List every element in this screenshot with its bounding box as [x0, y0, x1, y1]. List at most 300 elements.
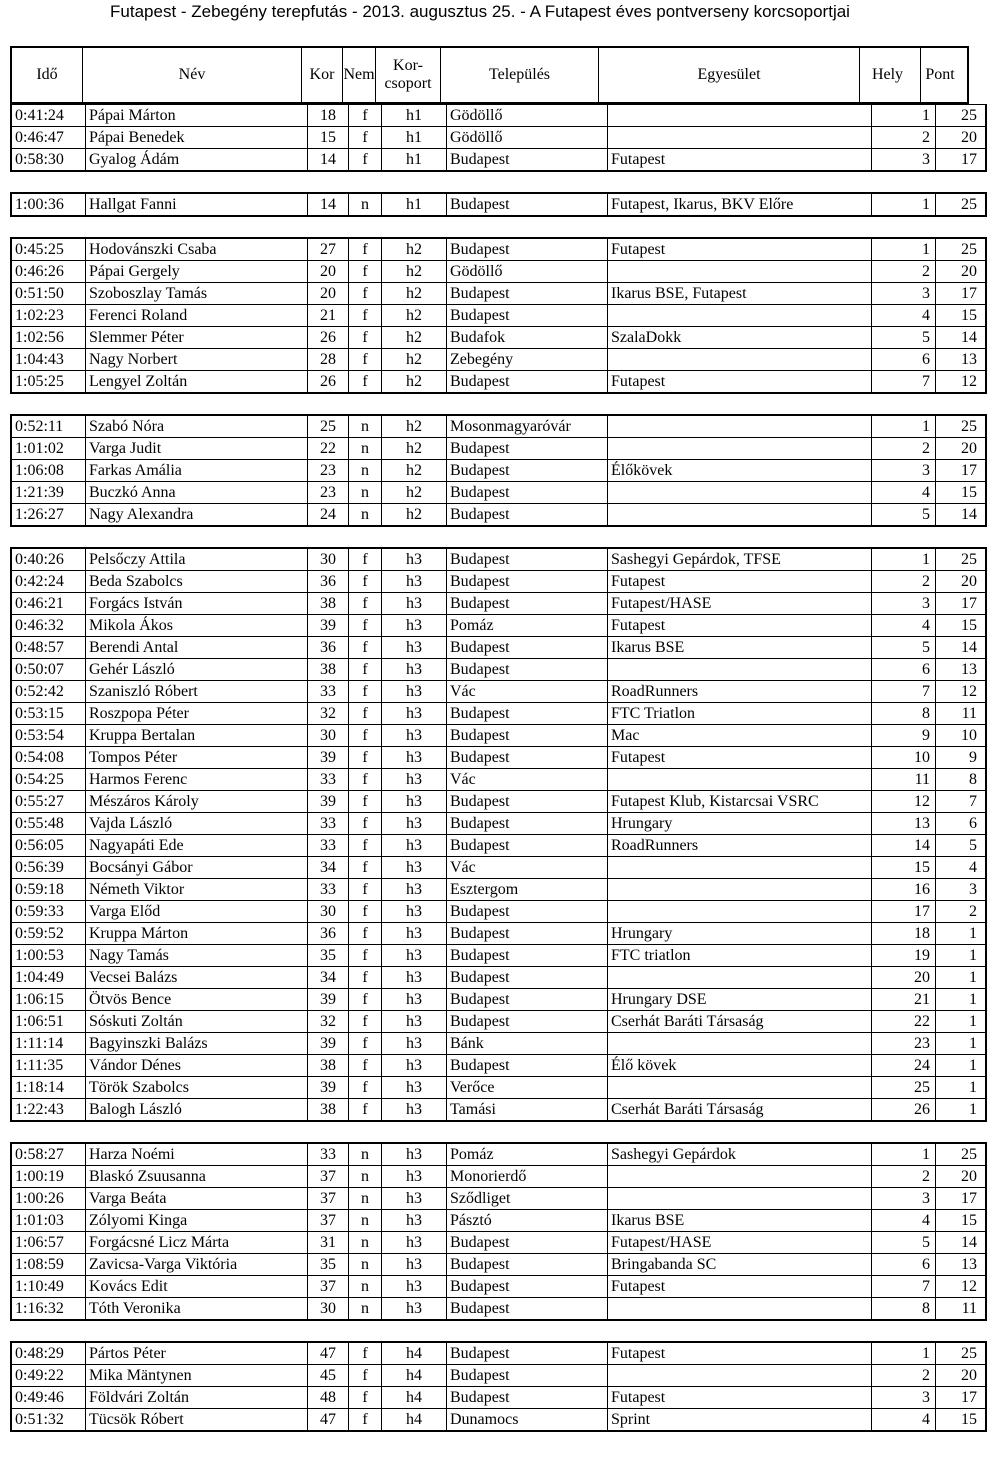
table-row — [11, 1276, 986, 1298]
points-cell: 12 — [936, 681, 987, 703]
agegroup-cell: h4 — [382, 1387, 447, 1409]
agegroup-cell: h3 — [382, 1298, 447, 1321]
sex-cell: f — [349, 1365, 382, 1387]
table-row — [11, 1143, 986, 1166]
table-row — [11, 1077, 986, 1099]
city-cell: Budapest — [447, 1298, 608, 1321]
place-cell: 11 — [872, 769, 936, 791]
sex-cell: f — [349, 593, 382, 615]
points-cell: 25 — [936, 105, 987, 127]
agegroup-cell: h2 — [382, 327, 447, 349]
time-cell: 1:18:14 — [11, 1077, 86, 1099]
time-cell: 0:41:24 — [11, 105, 86, 127]
club-cell: Élőkövek — [608, 460, 872, 482]
header-nem: Nem — [343, 47, 376, 103]
age-cell: 38 — [308, 1099, 349, 1122]
name-cell: Németh Viktor — [86, 879, 308, 901]
time-cell: 0:55:48 — [11, 813, 86, 835]
place-cell: 9 — [872, 725, 936, 747]
table-row — [11, 637, 986, 659]
sex-cell: f — [349, 637, 382, 659]
club-cell: Cserhát Baráti Társaság — [608, 1011, 872, 1033]
header-row — [11, 47, 968, 103]
age-cell: 26 — [308, 371, 349, 394]
sex-cell: f — [349, 791, 382, 813]
club-cell: Futapest — [608, 571, 872, 593]
header-korcsoport — [376, 47, 441, 103]
table-row — [11, 415, 986, 438]
agegroup-cell: h3 — [382, 1276, 447, 1298]
sex-cell: n — [349, 1188, 382, 1210]
city-cell: Budapest — [447, 149, 608, 172]
city-cell: Budapest — [447, 283, 608, 305]
age-cell: 37 — [308, 1166, 349, 1188]
agegroup-cell: h3 — [382, 1143, 447, 1166]
sex-cell: f — [349, 615, 382, 637]
age-cell: 30 — [308, 725, 349, 747]
place-cell: 1 — [872, 238, 936, 261]
name-cell: Szabó Nóra — [86, 415, 308, 438]
name-cell: Pelsőczy Attila — [86, 548, 308, 571]
sex-cell: n — [349, 1298, 382, 1321]
city-cell: Budapest — [447, 1011, 608, 1033]
table-row — [11, 1188, 986, 1210]
age-cell: 27 — [308, 238, 349, 261]
points-cell: 11 — [936, 703, 987, 725]
table-row — [11, 1033, 986, 1055]
points-cell: 17 — [936, 149, 987, 172]
sex-cell: f — [349, 548, 382, 571]
points-cell: 13 — [936, 349, 987, 371]
age-cell: 32 — [308, 703, 349, 725]
sex-cell: n — [349, 1166, 382, 1188]
sex-cell: n — [349, 1143, 382, 1166]
time-cell: 0:49:22 — [11, 1365, 86, 1387]
club-cell: FTC triatlon — [608, 945, 872, 967]
age-cell: 36 — [308, 571, 349, 593]
sex-cell: f — [349, 1409, 382, 1432]
table-row — [11, 283, 986, 305]
time-cell: 1:01:03 — [11, 1210, 86, 1232]
points-cell: 1 — [936, 1033, 987, 1055]
place-cell: 3 — [872, 283, 936, 305]
points-cell: 17 — [936, 460, 987, 482]
time-cell: 0:55:27 — [11, 791, 86, 813]
city-cell: Dunamocs — [447, 1409, 608, 1432]
place-cell: 14 — [872, 835, 936, 857]
name-cell: Varga Előd — [86, 901, 308, 923]
place-cell: 7 — [872, 371, 936, 394]
city-cell: Budapest — [447, 548, 608, 571]
agegroup-cell: h3 — [382, 615, 447, 637]
age-cell: 36 — [308, 923, 349, 945]
place-cell: 21 — [872, 989, 936, 1011]
age-cell: 45 — [308, 1365, 349, 1387]
place-cell: 7 — [872, 1276, 936, 1298]
agegroup-cell: h1 — [382, 193, 447, 216]
table-row — [11, 1166, 986, 1188]
club-cell — [608, 105, 872, 127]
city-cell: Zebegény — [447, 349, 608, 371]
points-cell: 4 — [936, 857, 987, 879]
city-cell: Pásztó — [447, 1210, 608, 1232]
sex-cell: f — [349, 1387, 382, 1409]
place-cell: 5 — [872, 637, 936, 659]
age-cell: 35 — [308, 1254, 349, 1276]
table-row — [11, 747, 986, 769]
place-cell: 24 — [872, 1055, 936, 1077]
time-cell: 0:48:29 — [11, 1342, 86, 1365]
agegroup-cell: h2 — [382, 482, 447, 504]
name-cell: Vecsei Balázs — [86, 967, 308, 989]
sex-cell: f — [349, 305, 382, 327]
age-cell: 39 — [308, 1077, 349, 1099]
header-egyesulet: Egyesület — [599, 47, 860, 103]
city-cell: Budapest — [447, 238, 608, 261]
place-cell: 2 — [872, 1166, 936, 1188]
agegroup-cell: h2 — [382, 415, 447, 438]
time-cell: 0:54:08 — [11, 747, 86, 769]
agegroup-cell: h2 — [382, 371, 447, 394]
sex-cell: n — [349, 460, 382, 482]
age-cell: 32 — [308, 1011, 349, 1033]
name-cell: Beda Szabolcs — [86, 571, 308, 593]
table-row — [11, 681, 986, 703]
time-cell: 1:05:25 — [11, 371, 86, 394]
name-cell: Nagy Alexandra — [86, 504, 308, 527]
place-cell: 16 — [872, 879, 936, 901]
city-cell: Vác — [447, 769, 608, 791]
name-cell: Bocsányi Gábor — [86, 857, 308, 879]
place-cell: 6 — [872, 349, 936, 371]
place-cell: 2 — [872, 127, 936, 149]
time-cell: 0:58:27 — [11, 1143, 86, 1166]
name-cell: Földvári Zoltán — [86, 1387, 308, 1409]
age-cell: 38 — [308, 1055, 349, 1077]
table-row — [11, 791, 986, 813]
points-cell: 1 — [936, 1099, 987, 1122]
sex-cell: f — [349, 879, 382, 901]
agegroup-cell: h3 — [382, 791, 447, 813]
time-cell: 0:51:50 — [11, 283, 86, 305]
time-cell: 1:06:08 — [11, 460, 86, 482]
points-cell: 9 — [936, 747, 987, 769]
time-cell: 1:22:43 — [11, 1099, 86, 1122]
place-cell: 26 — [872, 1099, 936, 1122]
place-cell: 1 — [872, 105, 936, 127]
agegroup-cell: h2 — [382, 238, 447, 261]
time-cell: 0:59:52 — [11, 923, 86, 945]
club-cell — [608, 1077, 872, 1099]
age-cell: 38 — [308, 593, 349, 615]
time-cell: 0:56:05 — [11, 835, 86, 857]
city-cell: Budapest — [447, 945, 608, 967]
club-cell — [608, 438, 872, 460]
city-cell: Gödöllő — [447, 127, 608, 149]
header-korcsoport-line2: csoport — [384, 75, 432, 92]
agegroup-cell: h3 — [382, 901, 447, 923]
age-cell: 48 — [308, 1387, 349, 1409]
age-cell: 38 — [308, 659, 349, 681]
name-cell: Sóskuti Zoltán — [86, 1011, 308, 1033]
place-cell: 1 — [872, 415, 936, 438]
sex-cell: f — [349, 571, 382, 593]
club-cell: RoadRunners — [608, 681, 872, 703]
agegroup-cell: h2 — [382, 349, 447, 371]
place-cell: 3 — [872, 1188, 936, 1210]
sex-cell: n — [349, 504, 382, 527]
place-cell: 2 — [872, 571, 936, 593]
time-cell: 1:11:35 — [11, 1055, 86, 1077]
age-cell: 21 — [308, 305, 349, 327]
city-cell: Budapest — [447, 725, 608, 747]
points-cell: 25 — [936, 193, 987, 216]
agegroup-cell: h3 — [382, 1077, 447, 1099]
name-cell: Hallgat Fanni — [86, 193, 308, 216]
points-cell: 20 — [936, 1166, 987, 1188]
city-cell: Esztergom — [447, 879, 608, 901]
time-cell: 1:16:32 — [11, 1298, 86, 1321]
sex-cell: f — [349, 349, 382, 371]
city-cell: Budapest — [447, 747, 608, 769]
club-cell — [608, 127, 872, 149]
name-cell: Ferenci Roland — [86, 305, 308, 327]
table-row — [11, 901, 986, 923]
points-cell: 1 — [936, 989, 987, 1011]
place-cell: 4 — [872, 1409, 936, 1432]
age-cell: 47 — [308, 1409, 349, 1432]
age-cell: 20 — [308, 261, 349, 283]
age-cell: 33 — [308, 769, 349, 791]
points-cell: 10 — [936, 725, 987, 747]
table-row — [11, 967, 986, 989]
points-cell: 7 — [936, 791, 987, 813]
results-tables — [10, 46, 977, 1432]
city-cell: Mosonmagyaróvár — [447, 415, 608, 438]
name-cell: Kruppa Bertalan — [86, 725, 308, 747]
points-cell: 15 — [936, 482, 987, 504]
club-cell — [608, 1298, 872, 1321]
table-row — [11, 989, 986, 1011]
place-cell: 17 — [872, 901, 936, 923]
place-cell: 13 — [872, 813, 936, 835]
club-cell: Hrungary — [608, 813, 872, 835]
sex-cell: f — [349, 725, 382, 747]
points-cell: 12 — [936, 1276, 987, 1298]
age-cell: 36 — [308, 637, 349, 659]
city-cell: Monorierdő — [447, 1166, 608, 1188]
age-cell: 18 — [308, 105, 349, 127]
name-cell: Forgácsné Licz Márta — [86, 1232, 308, 1254]
city-cell: Budapest — [447, 835, 608, 857]
club-cell — [608, 504, 872, 527]
age-cell: 30 — [308, 548, 349, 571]
age-cell: 15 — [308, 127, 349, 149]
time-cell: 1:00:26 — [11, 1188, 86, 1210]
place-cell: 19 — [872, 945, 936, 967]
time-cell: 0:52:11 — [11, 415, 86, 438]
agegroup-cell: h2 — [382, 438, 447, 460]
sex-cell: f — [349, 1342, 382, 1365]
sex-cell: f — [349, 967, 382, 989]
age-cell: 39 — [308, 989, 349, 1011]
time-cell: 1:00:36 — [11, 193, 86, 216]
sex-cell: f — [349, 1011, 382, 1033]
city-cell: Budapest — [447, 637, 608, 659]
time-cell: 1:10:49 — [11, 1276, 86, 1298]
place-cell: 6 — [872, 659, 936, 681]
place-cell: 25 — [872, 1077, 936, 1099]
place-cell: 3 — [872, 149, 936, 172]
place-cell: 3 — [872, 460, 936, 482]
city-cell: Budapest — [447, 1342, 608, 1365]
table-row — [11, 615, 986, 637]
table-row — [11, 1387, 986, 1409]
place-cell: 8 — [872, 1298, 936, 1321]
name-cell: Balogh László — [86, 1099, 308, 1122]
age-cell: 14 — [308, 193, 349, 216]
agegroup-cell: h3 — [382, 659, 447, 681]
sex-cell: f — [349, 327, 382, 349]
place-cell: 15 — [872, 857, 936, 879]
agegroup-cell: h1 — [382, 105, 447, 127]
place-cell: 12 — [872, 791, 936, 813]
club-cell: Hrungary DSE — [608, 989, 872, 1011]
agegroup-cell: h3 — [382, 769, 447, 791]
age-cell: 39 — [308, 1033, 349, 1055]
time-cell: 1:00:53 — [11, 945, 86, 967]
name-cell: Ötvös Bence — [86, 989, 308, 1011]
agegroup-cell: h4 — [382, 1342, 447, 1365]
points-cell: 1 — [936, 1055, 987, 1077]
place-cell: 1 — [872, 548, 936, 571]
age-cell: 26 — [308, 327, 349, 349]
sex-cell: n — [349, 482, 382, 504]
city-cell: Bánk — [447, 1033, 608, 1055]
name-cell: Gehér László — [86, 659, 308, 681]
points-cell: 13 — [936, 1254, 987, 1276]
place-cell: 1 — [872, 193, 936, 216]
time-cell: 0:56:39 — [11, 857, 86, 879]
name-cell: Nagyapáti Ede — [86, 835, 308, 857]
points-cell: 25 — [936, 238, 987, 261]
points-cell: 1 — [936, 1011, 987, 1033]
name-cell: Nagy Norbert — [86, 349, 308, 371]
sex-cell: f — [349, 989, 382, 1011]
age-cell: 20 — [308, 283, 349, 305]
points-cell: 14 — [936, 504, 987, 527]
agegroup-cell: h3 — [382, 1210, 447, 1232]
club-cell: Bringabanda SC — [608, 1254, 872, 1276]
agegroup-cell: h3 — [382, 1011, 447, 1033]
time-cell: 1:21:39 — [11, 482, 86, 504]
table-row — [11, 1099, 986, 1122]
table-row — [11, 193, 986, 216]
city-cell: Budapest — [447, 460, 608, 482]
table-row — [11, 835, 986, 857]
points-cell: 20 — [936, 1365, 987, 1387]
name-cell: Zólyomi Kinga — [86, 1210, 308, 1232]
name-cell: Blaskó Zsuusanna — [86, 1166, 308, 1188]
club-cell: Sashegyi Gepárdok, TFSE — [608, 548, 872, 571]
table-row — [11, 725, 986, 747]
city-cell: Vác — [447, 681, 608, 703]
points-cell: 17 — [936, 1188, 987, 1210]
club-cell: Ikarus BSE — [608, 637, 872, 659]
city-cell: Verőce — [447, 1077, 608, 1099]
agegroup-cell: h3 — [382, 747, 447, 769]
club-cell: FTC Triatlon — [608, 703, 872, 725]
place-cell: 3 — [872, 1387, 936, 1409]
table-row — [11, 1254, 986, 1276]
table-row — [11, 923, 986, 945]
place-cell: 4 — [872, 482, 936, 504]
agegroup-cell: h1 — [382, 149, 447, 172]
club-cell: Futapest — [608, 238, 872, 261]
sex-cell: f — [349, 1077, 382, 1099]
age-cell: 25 — [308, 415, 349, 438]
city-cell: Budapest — [447, 791, 608, 813]
place-cell: 22 — [872, 1011, 936, 1033]
club-cell: Sprint — [608, 1409, 872, 1432]
time-cell: 0:46:32 — [11, 615, 86, 637]
time-cell: 1:02:23 — [11, 305, 86, 327]
name-cell: Varga Beáta — [86, 1188, 308, 1210]
club-cell: Futapest Klub, Kistarcsai VSRC — [608, 791, 872, 813]
points-cell: 25 — [936, 548, 987, 571]
points-cell: 15 — [936, 305, 987, 327]
name-cell: Varga Judit — [86, 438, 308, 460]
city-cell: Budapest — [447, 482, 608, 504]
agegroup-cell: h2 — [382, 283, 447, 305]
table-row — [11, 1011, 986, 1033]
table-row — [11, 349, 986, 371]
club-cell — [608, 305, 872, 327]
name-cell: Pápai Benedek — [86, 127, 308, 149]
club-cell — [608, 1365, 872, 1387]
table-row — [11, 327, 986, 349]
city-cell: Budapest — [447, 901, 608, 923]
place-cell: 18 — [872, 923, 936, 945]
place-cell: 5 — [872, 327, 936, 349]
table-row — [11, 261, 986, 283]
place-cell: 1 — [872, 1342, 936, 1365]
sex-cell: f — [349, 1055, 382, 1077]
club-cell — [608, 349, 872, 371]
time-cell: 0:54:25 — [11, 769, 86, 791]
sex-cell: n — [349, 1276, 382, 1298]
age-cell: 30 — [308, 1298, 349, 1321]
time-cell: 1:06:51 — [11, 1011, 86, 1033]
club-cell: SzalaDokk — [608, 327, 872, 349]
place-cell: 4 — [872, 305, 936, 327]
header-pont: Pont — [921, 47, 969, 103]
time-cell: 0:52:42 — [11, 681, 86, 703]
table-row — [11, 1342, 986, 1365]
table-row — [11, 879, 986, 901]
place-cell: 5 — [872, 1232, 936, 1254]
city-cell: Budapest — [447, 967, 608, 989]
table-row — [11, 238, 986, 261]
points-cell: 1 — [936, 967, 987, 989]
table-row — [11, 703, 986, 725]
points-cell: 17 — [936, 283, 987, 305]
sex-cell: f — [349, 747, 382, 769]
table-row — [11, 593, 986, 615]
place-cell: 6 — [872, 1254, 936, 1276]
agegroup-cell: h3 — [382, 945, 447, 967]
city-cell: Budapest — [447, 371, 608, 394]
